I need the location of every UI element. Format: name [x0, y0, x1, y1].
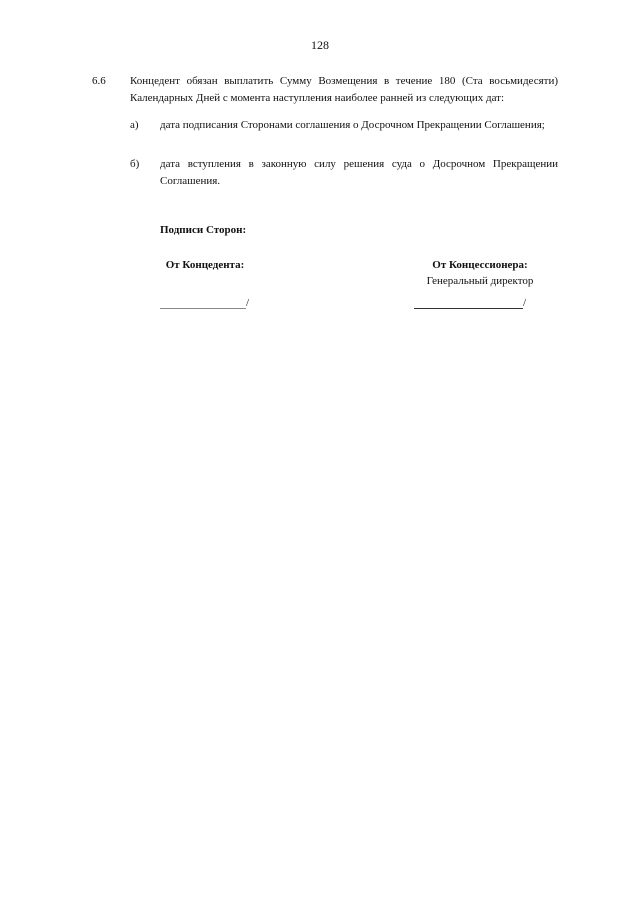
concessionaire-party: [410, 257, 550, 289]
clause-text: Концедент обязан выплатить Сумму Возмещения в течение 180 (Ста восьмидесяти) Календарных Дней с момента наступления наиболее ранней из следующих дат:: [130, 75, 558, 104]
grantor-signature-line: [160, 296, 249, 312]
concessionaire-title: От Концессионера:: [432, 259, 528, 271]
signature-slash: /: [523, 297, 527, 309]
grantor-title: От Концедента:: [165, 259, 245, 271]
list-marker: а): [130, 119, 139, 131]
signature-underline: [160, 296, 246, 309]
list-item-text: дата подписания Сторонами соглашения о Досрочном Прекращении Соглашения;: [160, 119, 545, 131]
list-item-text: дата вступления в законную силу решения суда о Досрочном Прекращении Соглашения.: [160, 158, 558, 187]
concessionaire-signature-line: [414, 296, 526, 312]
clause-number: 6.6: [92, 75, 106, 87]
signatures-heading: Подписи Сторон:: [160, 224, 247, 236]
grantor-party: [150, 257, 260, 273]
signature-underline: [414, 296, 523, 309]
concessionaire-role: Генеральный директор: [426, 275, 534, 287]
list-marker: б): [130, 158, 140, 170]
page-number: 128: [311, 38, 329, 52]
signature-slash: /: [246, 297, 250, 309]
